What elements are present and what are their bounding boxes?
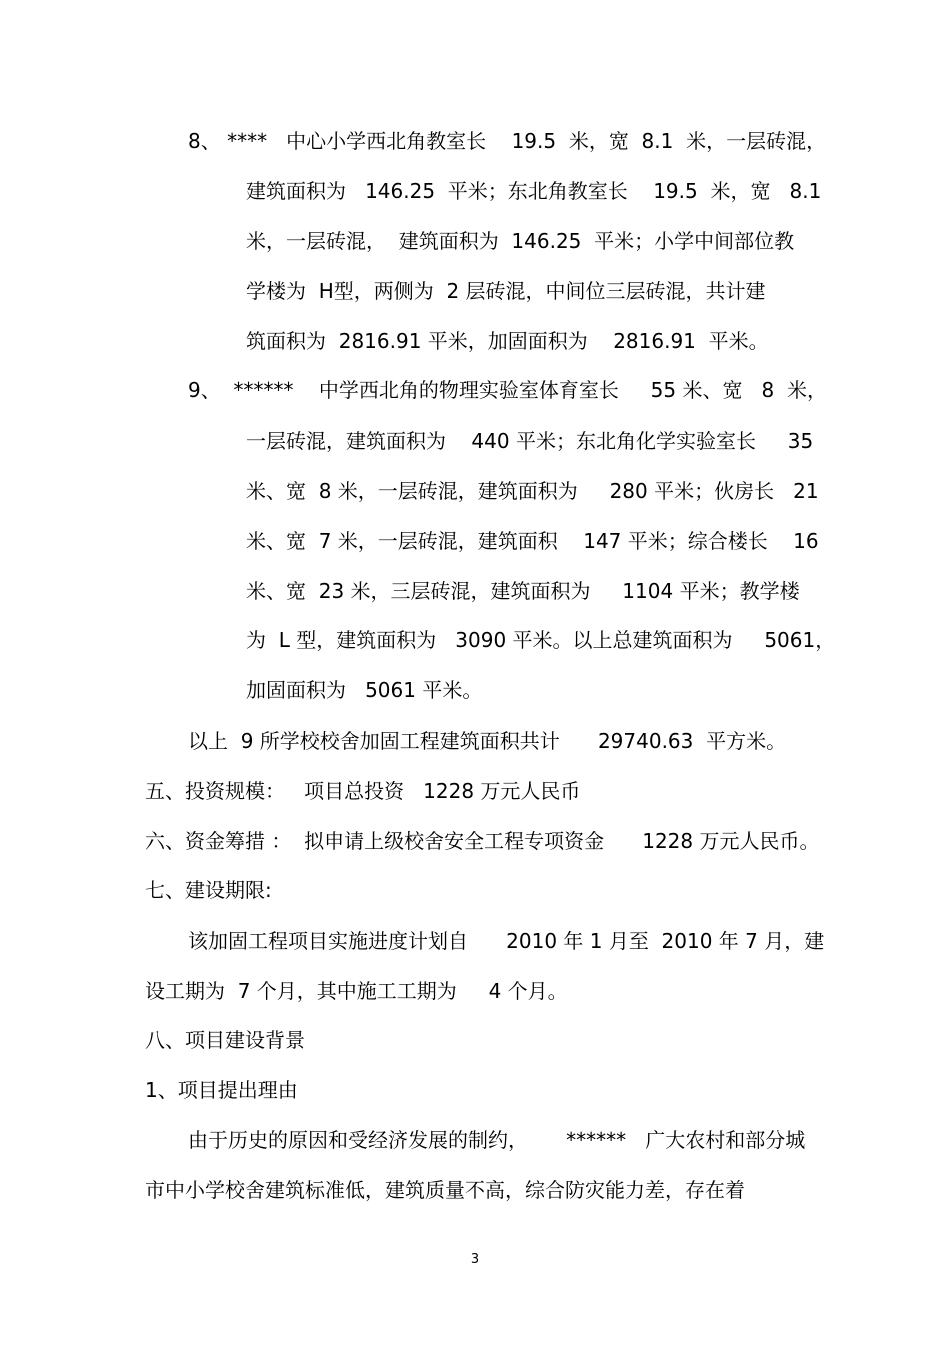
section-investment-scale: 五、投资规模： 项目总投资 1228 万元人民币 xyxy=(145,779,581,803)
schedule-paragraph-line-2: 设工期为 7 个月，其中施工工期为 4 个月。 xyxy=(145,979,568,1003)
reason-paragraph-line-1: 由于历史的原因和受经济发展的制约， ****** 广大农村和部分城 xyxy=(188,1128,806,1152)
section-funding: 六、资金筹措 ： 拟申请上级校舍安全工程专项资金 1228 万元人民币。 xyxy=(145,829,820,853)
item-8-line-4: 学楼为 H型，两侧为 2 层砖混，中间位三层砖混，共计建 xyxy=(246,279,766,303)
subsection-project-reason-heading: 1、项目提出理由 xyxy=(145,1078,298,1102)
item-8-line-1: 8、 **** 中心小学西北角教室长 19.5 米，宽 8.1 米，一层砖混， xyxy=(188,129,827,153)
item-9-line-4: 米、宽 7 米，一层砖混，建筑面积 147 平米；综合楼长 16 xyxy=(246,529,819,553)
item-9-line-1: 9、 ****** 中学西北角的物理实验室体育室长 55 米、宽 8 米， xyxy=(188,378,827,402)
schedule-paragraph-line-1: 该加固工程项目实施进度计划自 2010 年 1 月至 2010 年 7 月，建 xyxy=(188,929,825,953)
page-number: 3 xyxy=(470,1252,480,1267)
reason-paragraph-line-2: 市中小学校舍建筑标准低，建筑质量不高，综合防灾能力差，存在着 xyxy=(145,1178,745,1202)
item-8-line-2: 建筑面积为 146.25 平米；东北角教室长 19.5 米，宽 8.1 xyxy=(246,179,822,203)
item-9-line-5: 米、宽 23 米，三层砖混，建筑面积为 1104 平米；教学楼 xyxy=(246,579,800,603)
item-9-line-2: 一层砖混，建筑面积为 440 平米；东北角化学实验室长 35 xyxy=(246,429,814,453)
total-area-summary: 以上 9 所学校校舍加固工程建筑面积共计 29740.63 平方米。 xyxy=(188,729,787,753)
section-construction-period-heading: 七、建设期限: xyxy=(145,878,272,902)
item-8-line-5: 筑面积为 2816.91 平米，加固面积为 2816.91 平米。 xyxy=(246,329,769,353)
item-9-line-3: 米、宽 8 米，一层砖混，建筑面积为 280 平米；伙房长 21 xyxy=(246,479,819,503)
section-project-background-heading: 八、项目建设背景 xyxy=(145,1028,305,1052)
item-8-line-3: 米，一层砖混， 建筑面积为 146.25 平米；小学中间部位教 xyxy=(246,229,795,253)
item-9-line-7: 加固面积为 5061 平米。 xyxy=(246,678,483,702)
item-9-line-6: 为 L 型，建筑面积为 3090 平米。以上总建筑面积为 5061， xyxy=(246,628,836,652)
